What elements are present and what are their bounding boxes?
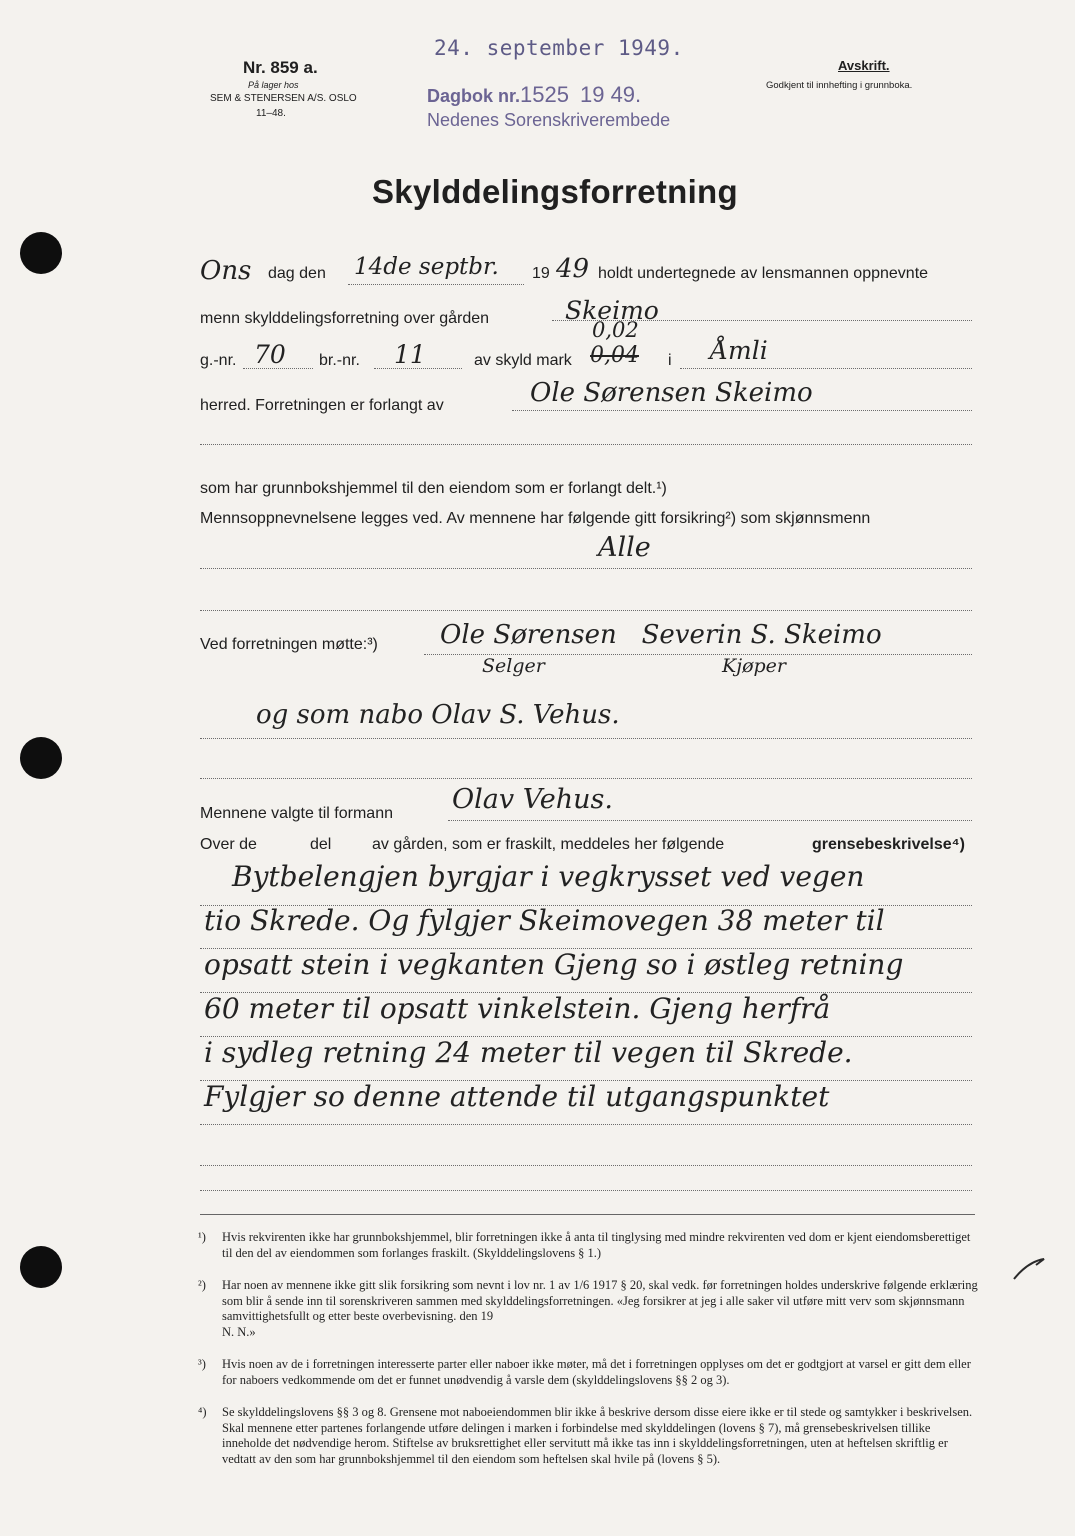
- avskrift-label: Avskrift.: [838, 58, 890, 73]
- dagbok-number: 1525: [520, 82, 569, 107]
- footnote-separator: [200, 1214, 975, 1215]
- boundary-line-6: Fylgjer so denne attende til utgangspunktet: [204, 1080, 830, 1113]
- boundary-line-3: opsatt stein i vegkanten Gjeng so i østleg retning: [204, 948, 904, 981]
- gnr-label: g.-nr.: [200, 352, 237, 369]
- l11-del: del: [310, 836, 332, 853]
- role-buyer-handwritten: Kjøper: [722, 655, 787, 677]
- l3-i: i: [668, 352, 672, 369]
- requester-handwritten: Ole Sørensen Skeimo: [530, 378, 813, 408]
- pen-mark-icon: [1010, 1255, 1050, 1285]
- dagbok-label: Dagbok nr.: [427, 86, 521, 106]
- weekday-handwritten: Ons: [200, 256, 252, 286]
- dagbok-year: 19 49.: [579, 82, 642, 107]
- l11-text: av gården, som er fraskilt, meddeles her følgende: [372, 836, 725, 853]
- attendees-handwritten: Ole Sørensen Severin S. Skeimo: [440, 620, 882, 650]
- l8-label: Ved forretningen møtte:³): [200, 636, 378, 653]
- printer-line-1: På lager hos: [248, 80, 299, 90]
- footnote-4-num: ⁴): [198, 1405, 207, 1419]
- stamp-date: 24. september 1949.: [434, 36, 684, 60]
- brnr-handwritten: 11: [394, 340, 426, 369]
- footnote-4-text: Se skylddelingslovens §§ 3 og 8. Grensene mot naboeiendommen blir ikke å beskrive dersom disse eiere ikke er til stede og samtykker i beskrivelsen. Skal mennene etter partenes forlangende utføre delingen i marken i forbindelse med skylddelingen (lovens § 7), må grensebeskrivelsen tillike inneholde det nødvendige herom. Stiftelse av bruksrettighet eller servitutt må ikke tas inn i skylddelingsforretningen, uten at heftelsen skriftlig er vedtatt av den som har grunnbokshjemmel til den eiendom som heftelsen skal hvile på (lovens § 5).: [222, 1405, 973, 1466]
- date-handwritten: 14de septbr.: [354, 254, 499, 280]
- boundary-line-4: 60 meter til opsatt vinkelstein. Gjeng herfrå: [204, 992, 831, 1025]
- role-seller-handwritten: Selger: [482, 655, 545, 677]
- l10-label: Mennene valgte til formann: [200, 805, 393, 822]
- gnr-handwritten: 70: [254, 340, 286, 369]
- punch-hole-middle: [20, 737, 62, 779]
- skyld-new-handwritten: 0,02: [592, 318, 639, 342]
- footnote-3-text: Hvis noen av de i forretningen interesserte parter eller naboer ikke møter, må det i forretningen opplyses om det er godtgjort at varsel er gitt dem eller for naboers vedkommende om det er funnet unødvendig å varsle dem (skylddelingslovens §§ 2 og 3).: [222, 1357, 971, 1387]
- footnote-3-num: ³): [198, 1357, 206, 1371]
- skyld-old-handwritten: 0,04: [590, 343, 639, 368]
- boundary-line-2: tio Skrede. Og fylgjer Skeimovegen 38 meter til: [204, 904, 885, 937]
- neighbor-handwritten: og som nabo Olav S. Vehus.: [256, 700, 620, 730]
- l1-label-b: holdt undertegnede av lensmannen oppnevnte: [598, 265, 929, 282]
- punch-hole-bottom: [20, 1246, 62, 1288]
- year-handwritten: 49: [556, 254, 590, 284]
- l6-text: som har grunnbokshjemmel til den eiendom som er forlangt delt.¹): [200, 480, 667, 497]
- l1-label-a: dag den: [268, 265, 326, 282]
- brnr-label: br.-nr.: [319, 352, 360, 369]
- footnote-1-text: Hvis rekvirenten ikke har grunnbokshjemmel, blir forretningen ikke å anta til tinglysing med mindre rekvirenten ved dom er kjent eiendomsberettiget til den del av eiendommen som forlanges fraskilt. (Skylddelingslovens § 1.): [222, 1230, 971, 1260]
- punch-hole-top: [20, 232, 62, 274]
- dagbok-stamp: [427, 82, 641, 108]
- l7-text: Mennsoppnevnelsene legges ved. Av mennene har følgende gitt forsikring²) som skjønnsmenn: [200, 510, 871, 527]
- boundary-line-1: Bytbelengjen byrgjar i vegkrysset ved vegen: [232, 860, 865, 893]
- chairman-handwritten: Olav Vehus.: [452, 784, 613, 815]
- footnote-2: [198, 1278, 988, 1368]
- footnote-4: [198, 1405, 988, 1515]
- l2-label: menn skylddelingsforretning over gården: [200, 310, 490, 327]
- document-title: Skylddelingsforretning: [372, 173, 738, 210]
- footnote-1-num: ¹): [198, 1230, 206, 1244]
- footnote-2-text: Har noen av mennene ikke gitt slik forsikring som nevnt i lov nr. 1 av 1/6 1917 § 20, skal vedk. før forretningen holdes underskrive følgende erklæring som blir å sende inn til sorenskriveren sammen med skylddelingsforretningen. «Jeg forsikrer at jeg i alle saker vil utføre mitt verv som skjønnsmann samvittighetsfullt og etter beste overbevisning. den 19 N. N.»: [222, 1278, 978, 1339]
- l11-over-de: Over de: [200, 836, 257, 853]
- farm-handwritten: Skeimo: [565, 296, 659, 325]
- l11-grense: grensebeskrivelse⁴): [812, 836, 965, 853]
- l1-19: 19: [532, 265, 550, 282]
- herred-handwritten: Åmli: [710, 336, 768, 365]
- footnote-2-num: ²): [198, 1278, 206, 1292]
- printer-line-3: 11–48.: [256, 108, 286, 119]
- godkjent-note: Godkjent til innhefting i grunnboka.: [766, 80, 913, 91]
- boundary-line-5: i sydleg retning 24 meter til vegen til Skrede.: [204, 1036, 853, 1069]
- office-stamp: Nedenes Sorenskriverembede: [427, 110, 671, 130]
- skyld-label: av skyld mark: [474, 352, 572, 369]
- form-number: Nr. 859 a.: [243, 58, 318, 77]
- printer-line-2: SEM & STENERSEN A/S. OSLO: [210, 93, 357, 104]
- l4-label: herred. Forretningen er forlangt av: [200, 397, 444, 414]
- skjonnsmenn-handwritten: Alle: [598, 532, 651, 563]
